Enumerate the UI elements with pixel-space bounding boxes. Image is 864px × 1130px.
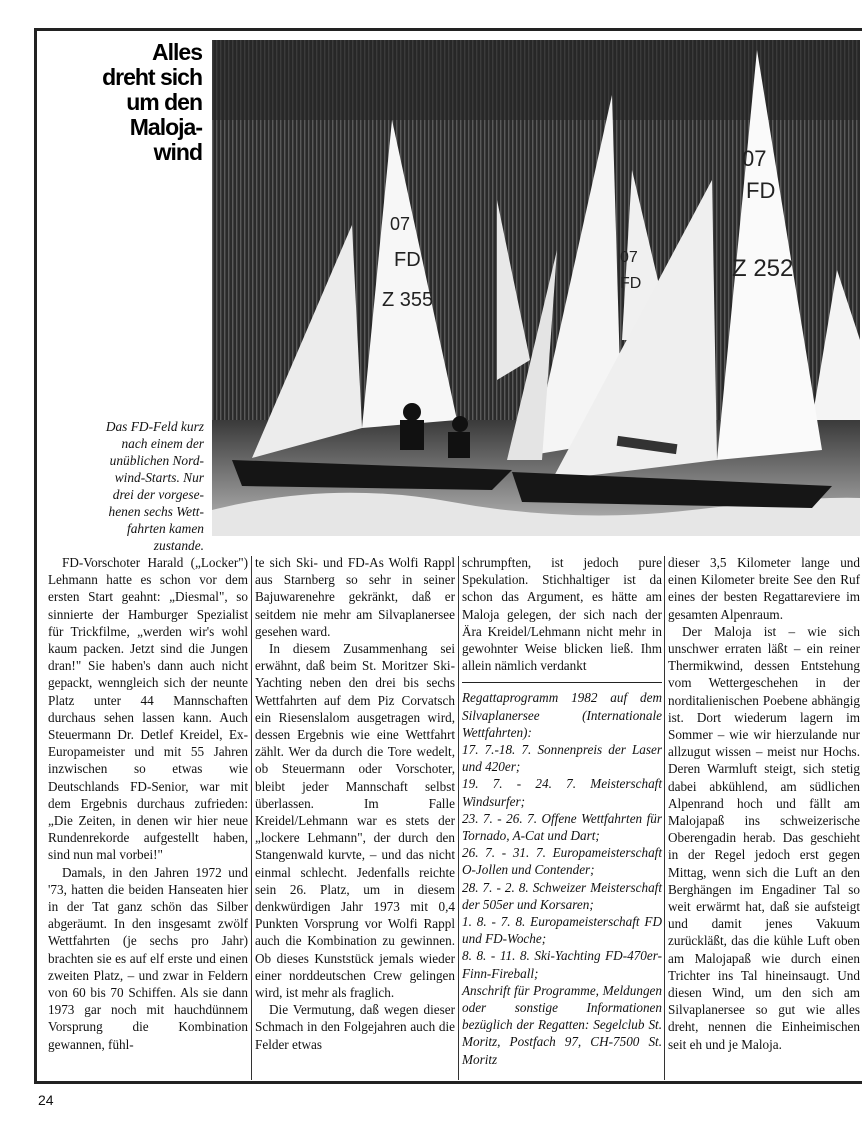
- paragraph: In diesem Zusammenhang sei erwähnt, daß beim St. Moritzer Ski-Yachting neben den drei bis sechs Wettfahrten auf dem Piz Corvatsch ein Riesenslalom ausgetragen wird, dessen Ergebnis wie eine Wettfahrt zählt. Wer da durch die Tore wedelt, ob Steuermann oder Vorschoter, bleibt jeder Mannschaft selbst überlassen. Im Falle Kreidel/Lehmann war es stets der „lockere Lehmann", der durch den Stangenwald kurvte, – und das nicht einmal schlecht. Jedenfalls reichte sein 26. Platz, um in diesem denkwürdigen Jahr 1973 mit 0,4 Punkten Vorsprung vor Wolfi Rappl auch die Kombination zu gewinnen. Ob dieses Kunststück jemals wieder einer norddeutschen Crew gelingen wird, ist mehr als fraglich.: [255, 641, 455, 1001]
- article-column-2: [255, 554, 455, 1053]
- headline-line: Maloja-: [129, 114, 202, 140]
- column-rule: [251, 556, 252, 1080]
- sail-number: Z 252: [732, 255, 794, 282]
- article-column-4: [668, 554, 860, 1053]
- regatta-program-box: [462, 689, 662, 1067]
- caption-line: fahrten kamen: [127, 521, 204, 536]
- headline-line: Alles: [152, 39, 202, 65]
- program-item: 28. 7. - 2. 8. Schweizer Meisterschaft der 505er und Korsaren;: [462, 879, 662, 912]
- sail-number: Z 355: [382, 289, 434, 311]
- sail-number: FD: [394, 249, 421, 271]
- sail-number: FD: [746, 178, 776, 203]
- paragraph: schrumpften, ist jedoch pure Spekulation. Stichhaltiger ist da schon das Argument, es hätte am Maloja gelegen, der sich nach der Ära Kreidel/Lehmann nicht mehr in gewohnter Weise blicken ließ. Ihm allein nämlich verdankt: [462, 555, 662, 674]
- photo-caption: [60, 418, 204, 554]
- caption-line: wind-Starts. Nur: [114, 470, 204, 485]
- program-heading: Regattaprogramm 1982 auf dem Silvaplanersee (Internationale Wettfahrten):: [462, 690, 662, 740]
- sail-number: 07: [742, 146, 767, 171]
- caption-line: nach einem der: [121, 436, 204, 451]
- paragraph: Damals, in den Jahren 1972 und '73, hatten die beiden Hanseaten hier in der Tat ganz schön das Silber abgeräumt. In den insgesamt zwölf Wettfahrten (je sechs pro Jahr) brachten sie es auf elf erste und einen zweiten Platz, – und zwar in Feldern von 60 bis 70 Schiffen. Als sie dann 1973 gar noch mit hauchdünnem Vorsprung die Kombination gewannen, fühl-: [48, 864, 248, 1052]
- program-contact: Anschrift für Programme, Meldungen oder sonstige Informationen bezüglich der Regatten: Segelclub St. Moritz, Postfach 97, CH-7500 St. Moritz: [462, 982, 662, 1067]
- sailing-photo: [212, 40, 860, 536]
- paragraph: te sich Ski- und FD-As Wolfi Rappl aus Starnberg so sehr in seiner Bajuwarenehre gekränkt, daß er seitdem nie mehr am Silvaplanersee gesehen ward.: [255, 555, 455, 639]
- sail-number: 07: [620, 249, 638, 266]
- paragraph: Der Maloja ist – wie sich unschwer erraten läßt – ein reiner Thermikwind, dessen Entstehung vom Wettergeschehen in der norditalienischen Poebene abhängig ist. Dort wiederum lagern im Sommer – wie wir hierzulande nur allzugut wissen – meist nur Hochs. Deren Warmluft steigt, sich stetig dabei abkühlend, am südlichen Alpenrand hoch und fällt am Malojapaß ins schweizerische Oberengadin herab. Das geschieht in der Regel jedoch erst gegen Mittag, wenn sich die Luft an den Berghängen im Engadiner Tal so weit erwärmt hat, daß sie aufsteigt und damit jenes Vakuum zurückläßt, das die kühle Luft oben am Malojapaß wie durch einen Trichter ins Tal hineinsaugt. Und diesen Wind, um den sich am Silvaplanersee so gut wie alles dreht, nennen die Einheimischen seit eh und je Maloja.: [668, 623, 860, 1052]
- program-item: 26. 7. - 31. 7. Europameisterschaft O-Jollen und Contender;: [462, 845, 662, 878]
- caption-line: henen sechs Wett-: [108, 504, 204, 519]
- caption-line: unüblichen Nord-: [109, 453, 204, 468]
- caption-line: zustande.: [153, 538, 204, 553]
- article-column-1: [48, 554, 248, 1053]
- program-item: 8. 8. - 11. 8. Ski-Yachting FD-470er-Finn-Fireball;: [462, 948, 662, 981]
- paragraph: Die Vermutung, daß wegen dieser Schmach in den Folgejahren auch die Felder etwas: [255, 1002, 455, 1052]
- caption-line: drei der vorgese-: [112, 487, 204, 502]
- program-item: 23. 7. - 26. 7. Offene Wettfahrten für Tornado, A-Cat und Dart;: [462, 810, 662, 844]
- program-item: 19. 7. - 24. 7. Meisterschaft Windsurfer;: [462, 776, 662, 809]
- headline-line: um den: [126, 89, 202, 115]
- caption-line: Das FD-Feld kurz: [105, 419, 204, 434]
- headline-line: wind: [153, 139, 202, 165]
- page-number: 24: [38, 1092, 54, 1108]
- sail-number: FD: [620, 275, 642, 292]
- program-item: 1. 8. - 7. 8. Europameisterschaft FD und FD-Woche;: [462, 914, 662, 947]
- sail-number: 07: [390, 214, 411, 234]
- paragraph: dieser 3,5 Kilometer lange und einen Kilometer breite See den Ruf eines der besten Regattareviere im gesamten Alpenraum.: [668, 555, 860, 622]
- column-rule: [664, 556, 665, 1080]
- headline-line: dreht sich: [102, 64, 202, 90]
- program-item: 17. 7.-18. 7. Sonnenpreis der Laser und 420er;: [462, 742, 662, 775]
- column-rule: [458, 556, 459, 1080]
- divider: [462, 682, 662, 683]
- article-column-3: [462, 554, 662, 1068]
- paragraph: FD-Vorschoter Harald („Locker") Lehmann hatte es schon vor dem ersten Start geahnt: „Diesmal", so sinnierte der Hamburger Spezialist für Trickfilme, „werden wir's wohl kaum packen. Jetzt sind die Jungen dran!" Sie haben's dann auch nicht gepackt, wenngleich sich der neunte Platz unter 44 Mannschaften durchaus sehen lassen kann. Auch Steuermann Dr. Detlef Kreidel, Ex-Europameister und mit 55 Jahren inzwischen so etwas wie Deutschlands FD-Senior, war mit dem Ergebnis durchaus zufrieden: „Die Zeiten, in denen wir hier neue Rundenrekorde aufgestellt haben, sind nun mal vorbei!": [48, 555, 248, 863]
- headline: [90, 40, 202, 165]
